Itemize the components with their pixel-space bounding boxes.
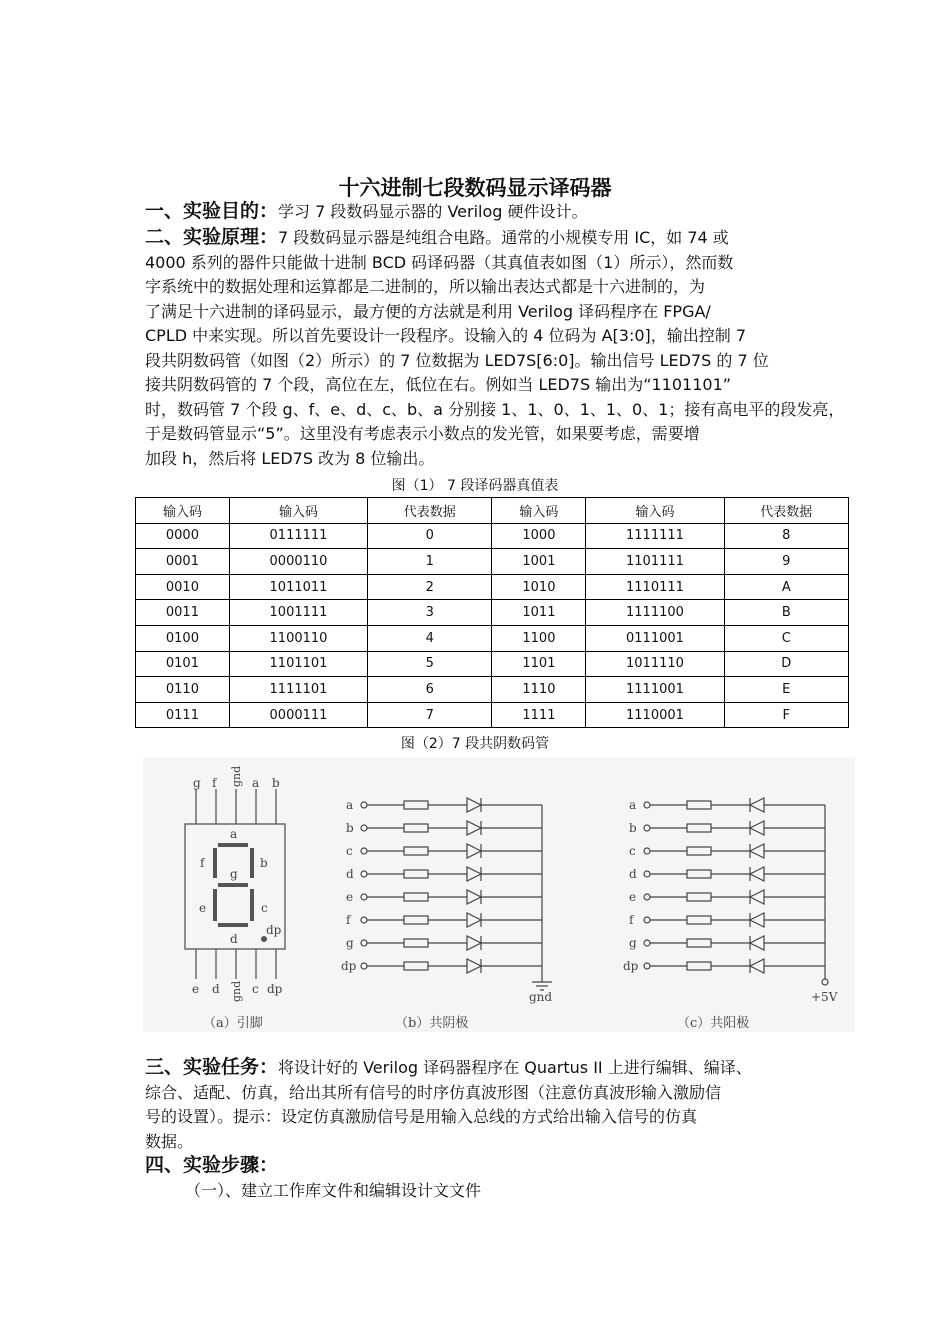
table-cell: 0111001 [586,625,724,651]
row-label: c [346,844,353,858]
table-cell: 0010 [136,574,230,600]
bottom-pin-label: gnd [230,980,243,1002]
resistor [404,939,428,947]
resistor [404,870,428,878]
segment-a [218,843,248,847]
diode [467,844,481,858]
row-label: d [346,867,354,881]
input-terminal [644,825,650,831]
table-cell: 1000 [492,523,586,549]
table-cell: B [724,600,848,626]
table-row [136,651,849,677]
input-terminal [361,871,367,877]
table-row [136,574,849,600]
table-cell: A [724,574,848,600]
principle-line: 接共阴数码管的 7 个段，高位在左，低位在右。例如当 LED7S 输出为“1101101” [145,375,732,394]
table-cell: 7 [368,702,492,728]
gnd-label: gnd [529,990,553,1004]
resistor [687,847,711,855]
table-cell: 1 [368,549,492,575]
table-header: 代表数据 [368,498,492,524]
table-cell: 1101 [492,651,586,677]
table-cell: 0000111 [229,702,367,728]
section-principle [145,225,845,471]
input-terminal [644,802,650,808]
resistor [687,939,711,947]
table-cell: 0 [368,523,492,549]
diode [467,798,481,812]
table-cell: 1110111 [586,574,724,600]
segment-e [213,889,217,921]
input-terminal [361,940,367,946]
table-cell: 1111101 [229,677,367,703]
principle-line: 4000 系列的器件只能做十进制 BCD 码译码器（其真值表如图（1）所示），然而数 [145,252,734,272]
section-principle-heading: 二、实验原理： [145,226,279,248]
principle-line: 时，数码管 7 个段 g、f、e、d、c、b、a 分别接 1、1、0、1、1、0、1；接有高电平的段发亮， [145,399,845,419]
section-steps-heading: 四、实验步骤： [145,1154,279,1176]
resistor [687,916,711,924]
row-label: d [629,867,637,881]
table-row [136,625,849,651]
task-line: 综合、适配、仿真，给出其所有信号的时序仿真波形图（注意仿真波形输入激励信 [145,1082,722,1102]
resistor [404,916,428,924]
section-purpose-text: 学习 7 段数码显示器的 Verilog 硬件设计。 [278,202,588,221]
diode [750,959,764,973]
table-cell: 1001111 [229,600,367,626]
top-pin-label: a [252,776,260,790]
principle-line: 了满足十六进制的译码显示，最方便的方法就是利用 Verilog 译码程序在 FPGA/ [145,301,711,321]
segment-d [218,923,248,927]
table-cell: 0001 [136,549,230,575]
principle-line: 7 段数码显示器是纯组合电路。通常的小规模专用 IC，如 74 或 [278,228,729,247]
table-cell: E [724,677,848,703]
row-label: dp [623,959,639,973]
task-line: 将设计好的 Verilog 译码器程序在 Quartus II 上进行编辑、编译、 [278,1058,752,1077]
table-cell: 1010 [492,574,586,600]
input-terminal [361,917,367,923]
table-header-row [136,498,849,524]
resistor [687,801,711,809]
bottom-pin-label: c [252,982,259,996]
common-anode-circuit [822,805,828,985]
pinout-labels [192,766,283,1031]
resistor [404,824,428,832]
table-row [136,600,849,626]
bottom-pin-label: e [192,982,200,996]
table-cell: 8 [724,523,848,549]
input-terminal [361,802,367,808]
table-cell: 0011 [136,600,230,626]
subcaption-cathode: （b）共阴极 [395,1016,469,1031]
table-header: 输入码 [492,498,586,524]
table-cell: 1011110 [586,651,724,677]
row-label: a [629,798,637,812]
resistor [404,847,428,855]
row-label: f [629,913,634,927]
table-cell: 5 [368,651,492,677]
page-title: 十六进制七段数码显示译码器 [338,176,612,200]
row-label: f [346,913,351,927]
principle-line: 字系统中的数据处理和运算都是二进制的，所以输出表达式都是十六进制的，为 [145,277,706,296]
diode [467,936,481,950]
row-label: g [346,936,354,950]
table-caption: 图（1） 7 段译码器真值表 [391,478,559,494]
principle-line: 加段 h，然后将 LED7S 改为 8 位输出。 [145,448,435,468]
bottom-pin-label: dp [267,982,283,996]
table-cell: 0000 [136,523,230,549]
input-terminal [644,848,650,854]
table-cell: D [724,651,848,677]
diode [750,798,764,812]
top-pin-label: gnd [230,765,243,787]
table-cell: 1111 [492,702,586,728]
table-cell: 0100 [136,625,230,651]
seven-segment-figure [143,757,855,1032]
section-task-heading: 三、实验任务： [145,1056,279,1078]
resistor [687,870,711,878]
table-cell: 4 [368,625,492,651]
diode [750,890,764,904]
section-task [145,1055,815,1154]
task-line: 数据。 [145,1131,194,1151]
common-cathode-labels [341,798,552,1031]
table-cell: 3 [368,600,492,626]
table-cell: 1101111 [586,549,724,575]
diode [467,913,481,927]
table-cell: 6 [368,677,492,703]
table-header: 输入码 [136,498,230,524]
segment-label: a [230,827,238,841]
common-anode-rows [644,798,825,973]
table-cell: 1110 [492,677,586,703]
row-label: b [629,821,637,835]
diode [750,913,764,927]
step-1-text: （一）、建立工作库文件和编辑设计文文件 [185,1181,482,1200]
table-cell: 1001 [492,549,586,575]
table-cell: 1011 [492,600,586,626]
subcaption-pinout: （a）引脚 [203,1016,263,1031]
input-terminal [361,963,367,969]
section-purpose [145,201,588,222]
principle-line: 于是数码管显示“5”。这里没有考虑表示小数点的发光管，如果要考虑，需要增 [145,424,700,443]
table-cell: F [724,702,848,728]
segment-g [218,883,248,887]
table-row [136,523,849,549]
segment-label: f [200,856,205,870]
input-terminal [361,825,367,831]
segment-label: dp [266,923,282,937]
table-cell: 1101101 [229,651,367,677]
table-cell: C [724,625,848,651]
bottom-pin-label: d [212,982,220,996]
resistor [687,893,711,901]
segment-b [250,848,254,878]
input-terminal [644,940,650,946]
segment-label: b [260,856,268,870]
table-cell: 0101 [136,651,230,677]
display-segments [213,843,267,942]
vcc-label: +5V [811,990,838,1004]
input-terminal [644,871,650,877]
table-cell: 1111111 [586,523,724,549]
diode [467,867,481,881]
top-pin-label: b [272,776,280,790]
figure-svg [143,757,855,1032]
table-row [136,702,849,728]
table-header: 输入码 [229,498,367,524]
diode [467,890,481,904]
row-label: dp [341,959,357,973]
task-line: 号的设置）。提示：设定仿真激励信号是用输入总线的方式给出输入信号的仿真 [145,1107,698,1126]
resistor [404,893,428,901]
figure-caption: 图（2）7 段共阴数码管 [400,736,550,752]
segment-label: e [199,901,207,915]
row-label: e [346,890,354,904]
segment-f [213,848,217,878]
table-cell: 0000110 [229,549,367,575]
input-terminal [644,917,650,923]
input-terminal [644,963,650,969]
table-header: 输入码 [586,498,724,524]
resistor [687,962,711,970]
table-cell: 1011011 [229,574,367,600]
resistor [687,824,711,832]
table-cell: 0111111 [229,523,367,549]
resistor [404,801,428,809]
row-label: c [629,844,636,858]
table-header: 代表数据 [724,498,848,524]
table-cell: 1100 [492,625,586,651]
diode [750,821,764,835]
resistor [404,962,428,970]
truth-table [135,497,849,728]
table-cell: 1111100 [586,600,724,626]
input-terminal [361,894,367,900]
row-label: g [629,936,637,950]
common-cathode-rows [361,798,542,973]
top-pin-label: f [212,776,217,790]
row-label: e [629,890,637,904]
table-row [136,549,849,575]
diode [750,936,764,950]
segment-label: d [230,932,238,946]
table-row [136,677,849,703]
section-purpose-heading: 一、实验目的： [145,200,279,222]
diode [750,867,764,881]
segment-label: c [261,901,268,915]
principle-line: 段共阴数码管（如图（2）所示）的 7 位数据为 LED7S[6:0]。输出信号 LED7S 的 7 位 [145,350,769,370]
top-pin-label: g [193,776,201,790]
table-cell: 1111001 [586,677,724,703]
table-cell: 2 [368,574,492,600]
table-cell: 0111 [136,702,230,728]
common-anode-labels [623,798,838,1031]
input-terminal [361,848,367,854]
table-cell: 1110001 [586,702,724,728]
segment-label: g [230,867,238,881]
subcaption-anode: （c）共阳极 [677,1016,750,1031]
table-cell: 9 [724,549,848,575]
table-cell: 0110 [136,677,230,703]
input-terminal [644,894,650,900]
table-cell: 1100110 [229,625,367,651]
segment-c [250,889,254,921]
principle-line: CPLD 中来实现。所以首先要设计一段程序。设输入的 4 位码为 A[3:0]，输出控制 7 [145,326,747,345]
row-label: a [346,798,354,812]
row-label: b [346,821,354,835]
diode [467,959,481,973]
diode [750,844,764,858]
diode [467,821,481,835]
